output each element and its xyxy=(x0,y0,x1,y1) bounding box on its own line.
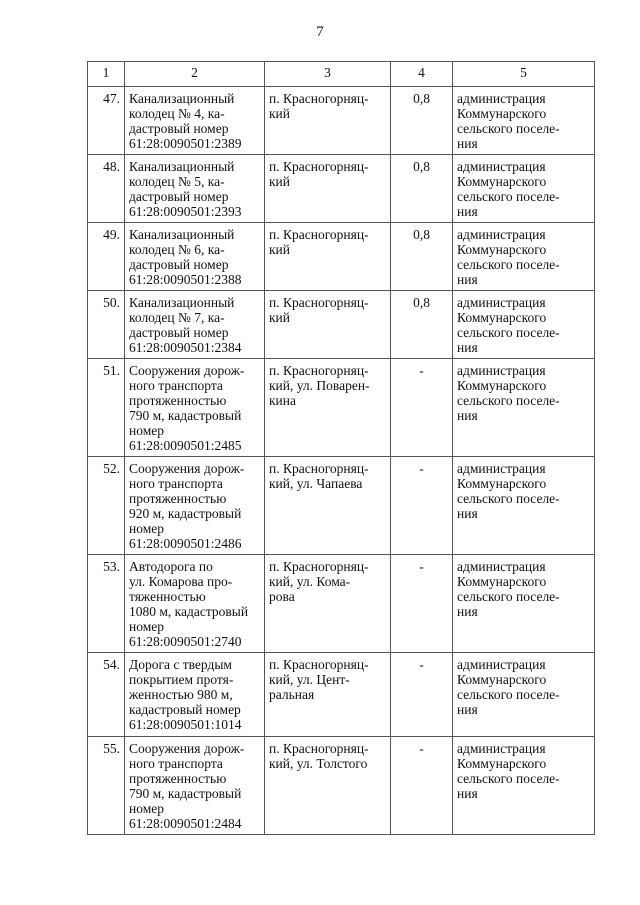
row-number: 49. xyxy=(88,223,125,291)
object-location: п. Красногорняц- кий xyxy=(265,87,391,155)
table-row xyxy=(88,737,595,835)
row-number: 55. xyxy=(88,737,125,835)
page-number: 7 xyxy=(316,24,324,40)
object-name: Сооружения дорож- ного транспорта протяженностью 790 м, кадастровый номер 61:28:0090501:2484 xyxy=(125,737,265,835)
object-name: Автодорога по ул. Комарова про- тяженностью 1080 м, кадастровый номер 61:28:0090501:2740 xyxy=(125,555,265,653)
column-header: 2 xyxy=(125,62,265,87)
object-name: Канализационный колодец № 6, ка- дастровый номер 61:28:0090501:2388 xyxy=(125,223,265,291)
row-number: 50. xyxy=(88,291,125,359)
column-header: 1 xyxy=(88,62,125,87)
row-number: 48. xyxy=(88,155,125,223)
table-row xyxy=(88,87,595,155)
object-area: - xyxy=(391,457,453,555)
column-header: 4 xyxy=(391,62,453,87)
object-name: Сооружения дорож- ного транспорта протяженностью 920 м, кадастровый номер 61:28:0090501:2486 xyxy=(125,457,265,555)
object-name: Сооружения дорож- ного транспорта протяженностью 790 м, кадастровый номер 61:28:0090501:2485 xyxy=(125,359,265,457)
object-location: п. Красногорняц- кий, ул. Толстого xyxy=(265,737,391,835)
object-owner: администрация Коммунарского сельского поселе- ния xyxy=(453,359,595,457)
object-area: 0,8 xyxy=(391,223,453,291)
object-area: - xyxy=(391,359,453,457)
object-location: п. Красногорняц- кий, ул. Чапаева xyxy=(265,457,391,555)
object-owner: администрация Коммунарского сельского поселе- ния xyxy=(453,555,595,653)
object-owner: администрация Коммунарского сельского поселе- ния xyxy=(453,155,595,223)
object-area: 0,8 xyxy=(391,155,453,223)
table-row xyxy=(88,155,595,223)
object-location: п. Красногорняц- кий xyxy=(265,291,391,359)
table-row xyxy=(88,223,595,291)
object-owner: администрация Коммунарского сельского поселе- ния xyxy=(453,457,595,555)
object-area: 0,8 xyxy=(391,87,453,155)
row-number: 54. xyxy=(88,653,125,737)
row-number: 47. xyxy=(88,87,125,155)
object-location: п. Красногорняц- кий xyxy=(265,155,391,223)
row-number: 51. xyxy=(88,359,125,457)
object-owner: администрация Коммунарского сельского поселе- ния xyxy=(453,291,595,359)
object-area: - xyxy=(391,555,453,653)
row-number: 52. xyxy=(88,457,125,555)
table-row xyxy=(88,653,595,737)
object-name: Канализационный колодец № 5, ка- дастровый номер 61:28:0090501:2393 xyxy=(125,155,265,223)
table-row xyxy=(88,457,595,555)
object-owner: администрация Коммунарского сельского поселе- ния xyxy=(453,87,595,155)
object-area: - xyxy=(391,737,453,835)
object-location: п. Красногорняц- кий, ул. Поварен- кина xyxy=(265,359,391,457)
table-row xyxy=(88,555,595,653)
object-owner: администрация Коммунарского сельского поселе- ния xyxy=(453,223,595,291)
object-name: Канализационный колодец № 4, ка- дастровый номер 61:28:0090501:2389 xyxy=(125,87,265,155)
object-area: 0,8 xyxy=(391,291,453,359)
column-header: 5 xyxy=(453,62,595,87)
object-owner: администрация Коммунарского сельского поселе- ния xyxy=(453,737,595,835)
table-row xyxy=(88,291,595,359)
property-registry-table xyxy=(87,61,595,835)
object-owner: администрация Коммунарского сельского поселе- ния xyxy=(453,653,595,737)
row-number: 53. xyxy=(88,555,125,653)
column-header: 3 xyxy=(265,62,391,87)
object-location: п. Красногорняц- кий, ул. Цент- ральная xyxy=(265,653,391,737)
object-name: Дорога с твердым покрытием протя- женностью 980 м, кадастровый номер 61:28:0090501:1014 xyxy=(125,653,265,737)
object-location: п. Красногорняц- кий xyxy=(265,223,391,291)
object-location: п. Красногорняц- кий, ул. Кома- рова xyxy=(265,555,391,653)
object-name: Канализационный колодец № 7, ка- дастровый номер 61:28:0090501:2384 xyxy=(125,291,265,359)
table-header-row xyxy=(88,62,595,87)
table-row xyxy=(88,359,595,457)
object-area: - xyxy=(391,653,453,737)
